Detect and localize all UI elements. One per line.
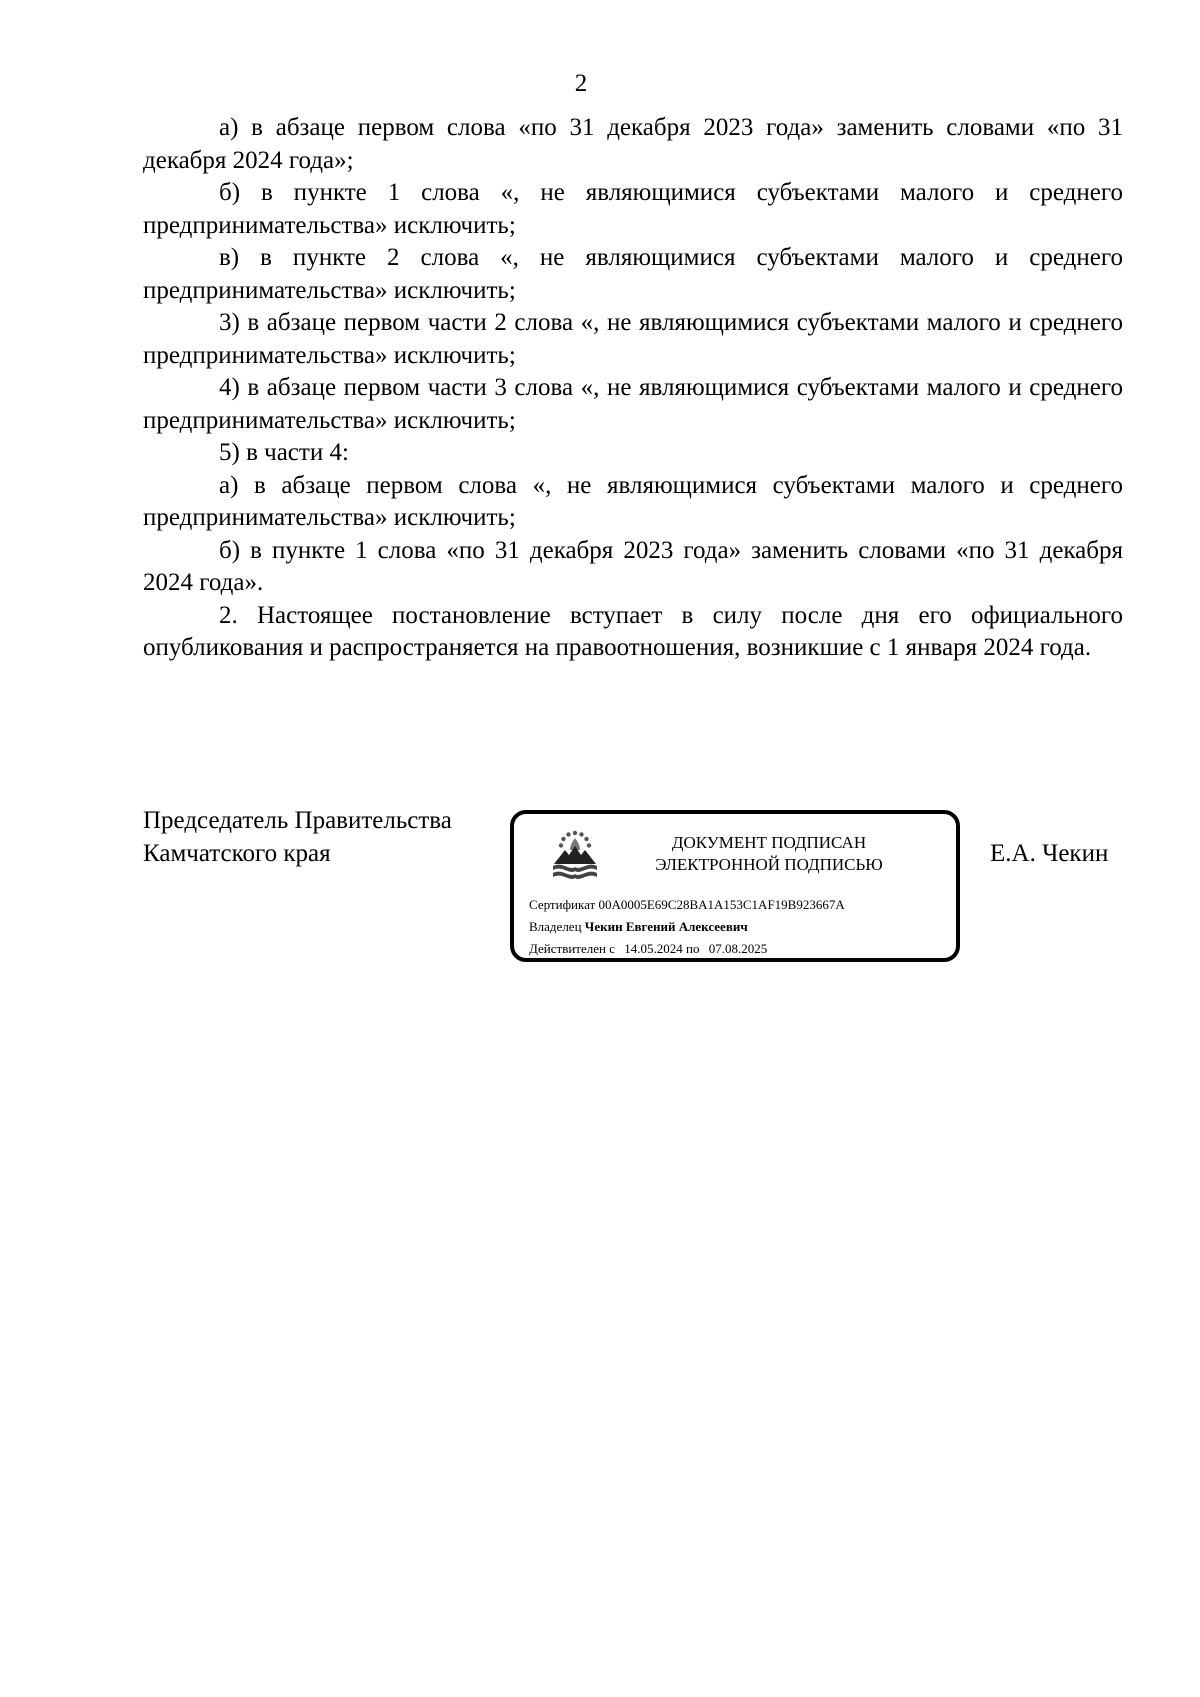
paragraph: а) в абзаце первом слова «, не являющимися субъектами малого и среднего предпринимательства» исключить; [143,471,1123,531]
paragraph: 3) в абзаце первом части 2 слова «, не являющимися субъектами малого и среднего предпринимательства» исключить; [143,309,1123,369]
paragraph: в) в пункте 2 слова «, не являющимися субъектами малого и среднего предпринимательства» исключить; [143,244,1123,304]
kamchatka-emblem-icon [550,826,600,884]
signatory-position-line: Камчатского края [143,839,331,867]
stamp-title [624,832,914,876]
certificate-label: Сертификат [529,897,596,912]
document-body [143,112,1123,665]
stamp-title-line: ЭЛЕКТРОННОЙ ПОДПИСЬЮ [655,855,883,874]
validity-line [529,938,845,960]
valid-from-label: с [609,941,615,956]
signatory-name: Е.А. Чекин [990,840,1109,867]
valid-label: Действителен [529,941,606,956]
paragraph: 2. Настоящее постановление вступает в силу после дня его официального опубликования и распространяется на правоотношения, возникшие с 1 января 2024 года. [143,601,1123,661]
valid-to-date: 07.08.2025 [708,941,768,956]
page-number: 2 [574,70,588,97]
certificate-line [529,894,845,916]
owner-line [529,916,845,938]
paragraph: б) в пункте 1 слова «по 31 декабря 2023 года» заменить словами «по 31 декабря 2024 года». [143,536,1123,596]
paragraph: 5) в части 4: [219,439,349,466]
paragraph: 4) в абзаце первом части 3 слова «, не являющимися субъектами малого и среднего предпринимательства» исключить; [143,374,1123,434]
valid-to-label: по [686,941,700,956]
valid-from-date: 14.05.2024 [624,941,683,956]
paragraph: а) в абзаце первом слова «по 31 декабря 2023 года» заменить словами «по 31 декабря 2024 года»; [143,114,1123,174]
owner-value: Чекин Евгений Алексеевич [584,919,748,934]
stamp-title-line: ДОКУМЕНТ ПОДПИСАН [671,833,867,852]
signatory-position-line: Председатель Правительства [143,807,452,834]
electronic-signature-stamp [510,810,960,962]
signatory-position [143,805,452,870]
certificate-value: 00A0005E69C28BA1A153C1AF19B923667A [598,897,845,912]
owner-label: Владелец [529,919,582,934]
paragraph: б) в пункте 1 слова «, не являющимися субъектами малого и среднего предпринимательства» исключить; [143,179,1123,239]
stamp-details [529,894,845,960]
